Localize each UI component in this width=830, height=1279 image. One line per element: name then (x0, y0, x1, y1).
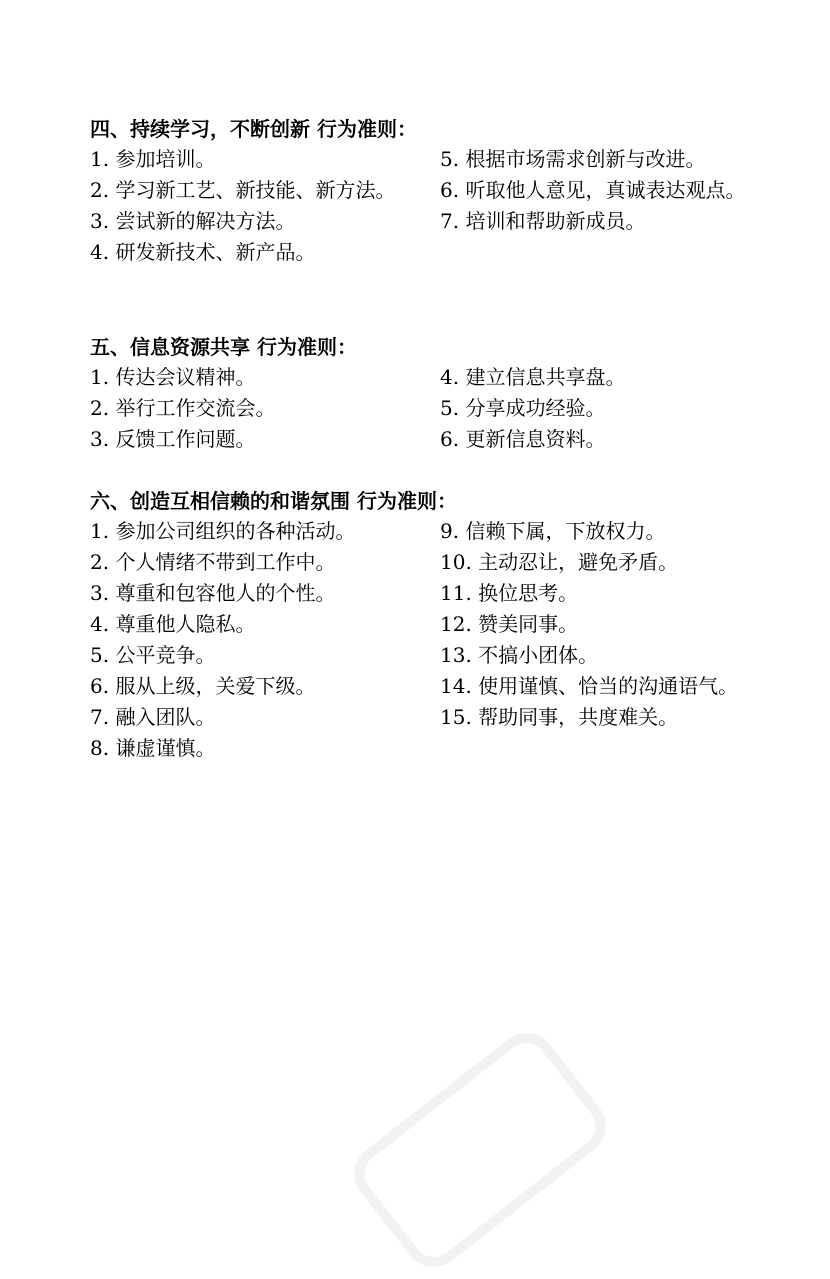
left-column (90, 516, 420, 764)
list-item: 11. 换位思考。 (440, 581, 579, 605)
list-item: 3. 尊重和包容他人的个性。 (90, 581, 336, 605)
right-column (440, 144, 770, 237)
list-item: 1. 传达会议精神。 (90, 365, 256, 389)
section-harmonious-atmosphere (90, 486, 770, 760)
section-title: 四、持续学习，不断创新 行为准则： (90, 117, 417, 141)
list-item: 1. 参加培训。 (90, 147, 216, 171)
list-item: 14. 使用谨慎、恰当的沟通语气。 (440, 674, 739, 698)
list-item: 4. 建立信息共享盘。 (440, 365, 626, 389)
list-item: 15. 帮助同事，共度难关。 (440, 705, 679, 729)
list-item: 4. 尊重他人隐私。 (90, 612, 256, 636)
section-title: 五、信息资源共享 行为准则： (90, 335, 357, 359)
list-item: 5. 根据市场需求创新与改进。 (440, 147, 706, 171)
list-item: 2. 个人情绪不带到工作中。 (90, 550, 336, 574)
list-item: 4. 研发新技术、新产品。 (90, 240, 316, 264)
list-item: 3. 反馈工作问题。 (90, 427, 256, 451)
right-column (440, 362, 770, 455)
list-item: 8. 谦虚谨慎。 (90, 736, 216, 760)
list-item: 12. 赞美同事。 (440, 612, 579, 636)
list-item: 2. 举行工作交流会。 (90, 396, 276, 420)
section-title: 六、创造互相信赖的和谐氛围 行为准则： (90, 489, 457, 513)
list-item: 2. 学习新工艺、新技能、新方法。 (90, 178, 396, 202)
list-item: 10. 主动忍让，避免矛盾。 (440, 550, 679, 574)
list-item: 13. 不搞小团体。 (440, 643, 599, 667)
left-column (90, 144, 420, 268)
list-item: 6. 听取他人意见，真诚表达观点。 (440, 178, 746, 202)
right-column (440, 516, 770, 733)
list-item: 6. 更新信息资料。 (440, 427, 606, 451)
list-item: 5. 公平竞争。 (90, 643, 216, 667)
list-item: 6. 服从上级，关爱下级。 (90, 674, 316, 698)
section-information-sharing (90, 332, 770, 451)
list-item: 7. 培训和帮助新成员。 (440, 209, 646, 233)
list-item: 5. 分享成功经验。 (440, 396, 606, 420)
list-item: 9. 信赖下属，下放权力。 (440, 519, 666, 543)
list-item: 7. 融入团队。 (90, 705, 216, 729)
left-column (90, 362, 420, 455)
list-item: 3. 尝试新的解决方法。 (90, 209, 296, 233)
section-continuous-learning (90, 114, 770, 264)
watermark-shape (342, 1021, 617, 1279)
list-item: 1. 参加公司组织的各种活动。 (90, 519, 356, 543)
